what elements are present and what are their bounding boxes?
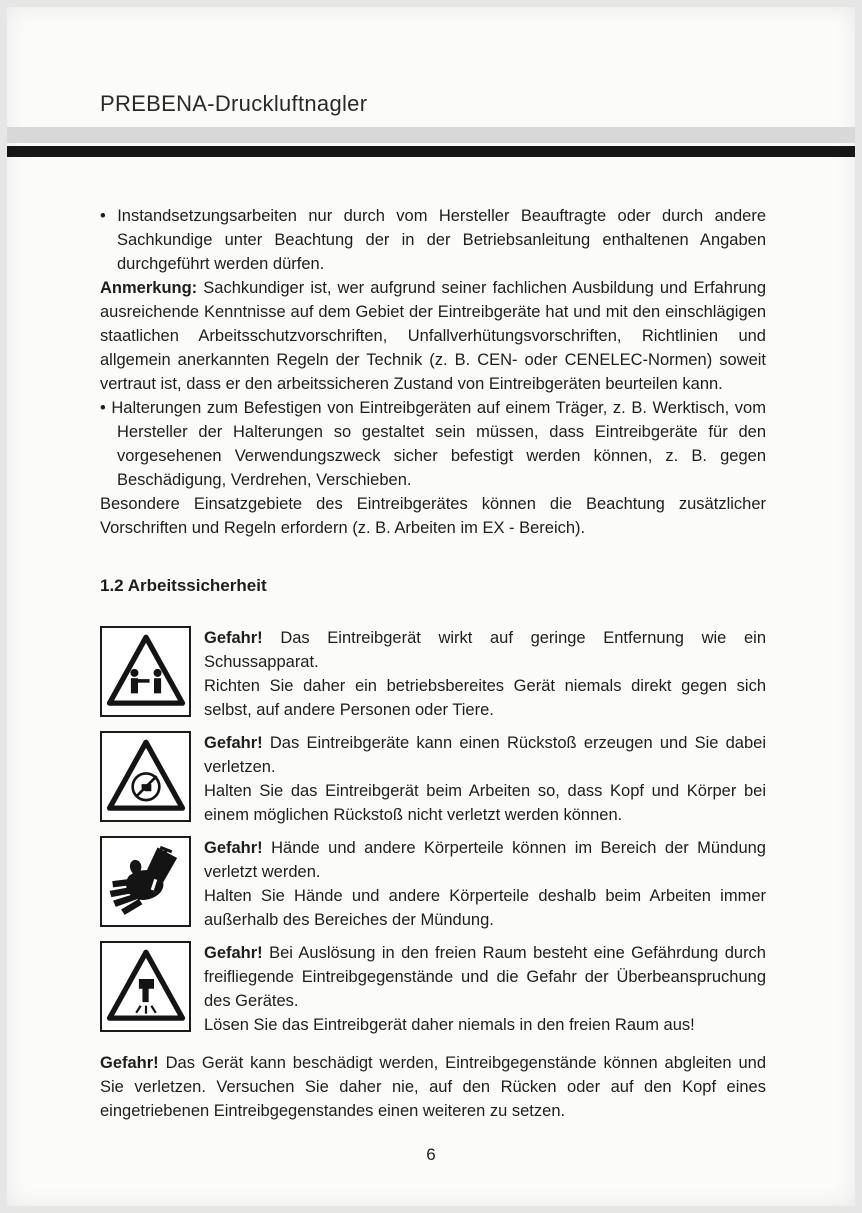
warning-hazard: Das Eintreibgerät wirkt auf geringe Entfernung wie ein Schussapparat.	[204, 629, 766, 671]
recoil-warning-icon	[100, 731, 191, 822]
warning-label: Gefahr!	[204, 734, 263, 752]
bullet-text: Halterungen zum Befestigen von Eintreibgeräten auf einem Träger, z. B. Werktisch, vom Hersteller der Halterungen so gestaltet sein müssen, dass Eintreibgeräte für den vorgesehenen Verwendungszweck sicher befestigt werden können, z. B. gegen Beschädigung, Verdrehen, Verschieben.	[111, 399, 766, 489]
warning-item	[100, 626, 766, 722]
warning-text	[204, 836, 766, 932]
note-text: Sachkundiger ist, wer aufgrund seiner fachlichen Ausbildung und Erfahrung ausreichende Kenntnisse auf dem Gebiet der Eintreibgeräte hat und mit den einschlägigen staatlichen Arbeitsschutzvorschriften, Unfallverhütungsvorschriften, Richtlinien und allgemein anerkannten Regeln der Technik (z. B. CEN- oder CENELEC-Normen) soweit vertraut ist, dass er den arbeitssicheren Zustand von Eintreibgeräten beurteilen kann.	[100, 279, 766, 393]
note-paragraph	[100, 276, 766, 396]
bullet-paragraph-mounting	[100, 396, 766, 492]
note-label: Anmerkung:	[100, 279, 198, 297]
warning-label: Gefahr!	[204, 944, 263, 962]
final-danger-paragraph	[100, 1051, 766, 1123]
warning-text	[204, 941, 766, 1037]
warning-text	[204, 731, 766, 827]
warning-hazard-line	[204, 731, 766, 779]
special-use-paragraph: Besondere Einsatzgebiete des Eintreibgerätes können die Beachtung zusätzlicher Vorschriften und Regeln erfordern (z. B. Arbeiten im EX - Bereich).	[100, 495, 766, 537]
hand-injury-warning-icon	[100, 836, 191, 927]
bullet-paragraph-repair	[100, 204, 766, 276]
warning-hazard-line	[204, 626, 766, 674]
bullet-text: Instandsetzungsarbeiten nur durch vom Hersteller Beauftragte oder durch andere Sachkundige unter Beachtung der in der Betriebsanleitung enthaltenen Angaben durchgeführt werden dürfen.	[117, 207, 766, 273]
header-divider-gray	[7, 127, 855, 143]
warning-instruction: Halten Sie das Eintreibgerät beim Arbeiten so, dass Kopf und Körper bei einem möglichen Rückstoß nicht verletzt werden können.	[204, 782, 766, 824]
warning-hazard: Das Eintreibgeräte kann einen Rückstoß erzeugen und Sie dabei verletzen.	[204, 734, 766, 776]
page-number: 6	[426, 1145, 436, 1164]
warning-text	[204, 626, 766, 722]
warning-instruction: Halten Sie Hände und andere Körperteile deshalb beim Arbeiten immer außerhalb des Bereiches der Mündung.	[204, 887, 766, 929]
gun-shooting-warning-icon	[100, 626, 191, 717]
flying-fasteners-warning-icon	[100, 941, 191, 1032]
warning-hazard: Hände und andere Körperteile können im Bereich der Mündung verletzt werden.	[204, 839, 766, 881]
final-danger-text: Das Gerät kann beschädigt werden, Eintreibgegenstände können abgleiten und Sie verletzen. Versuchen Sie daher nie, auf den Rücken oder auf den Kopf eines eingetriebenen Eintreibgegenstandes einen weiteren zu setzen.	[100, 1054, 766, 1120]
warning-label: Gefahr!	[204, 839, 263, 857]
warning-item	[100, 941, 766, 1037]
warning-instruction: Lösen Sie das Eintreibgerät daher niemals in den freien Raum aus!	[204, 1016, 695, 1034]
final-danger-label: Gefahr!	[100, 1054, 159, 1072]
bullet-marker: •	[100, 207, 106, 225]
warning-hazard-line	[204, 836, 766, 884]
bullet-marker: •	[100, 399, 106, 417]
body-content	[100, 204, 766, 1123]
document-page	[7, 7, 855, 1206]
warning-hazard: Bei Auslösung in den freien Raum besteht eine Gefährdung durch freifliegende Eintreibgegenstände und die Gefahr der Überbeanspruchung des Gerätes.	[204, 944, 766, 1010]
warning-item	[100, 836, 766, 932]
page-title: PREBENA-Druckluftnagler	[100, 91, 368, 116]
warning-hazard-line	[204, 941, 766, 1013]
warning-instruction: Richten Sie daher ein betriebsbereites Gerät niemals direkt gegen sich selbst, auf andere Personen oder Tiere.	[204, 677, 766, 719]
warning-label: Gefahr!	[204, 629, 263, 647]
header-divider-black	[7, 146, 855, 157]
warning-item	[100, 731, 766, 827]
section-heading: 1.2 Arbeitssicherheit	[100, 576, 267, 595]
